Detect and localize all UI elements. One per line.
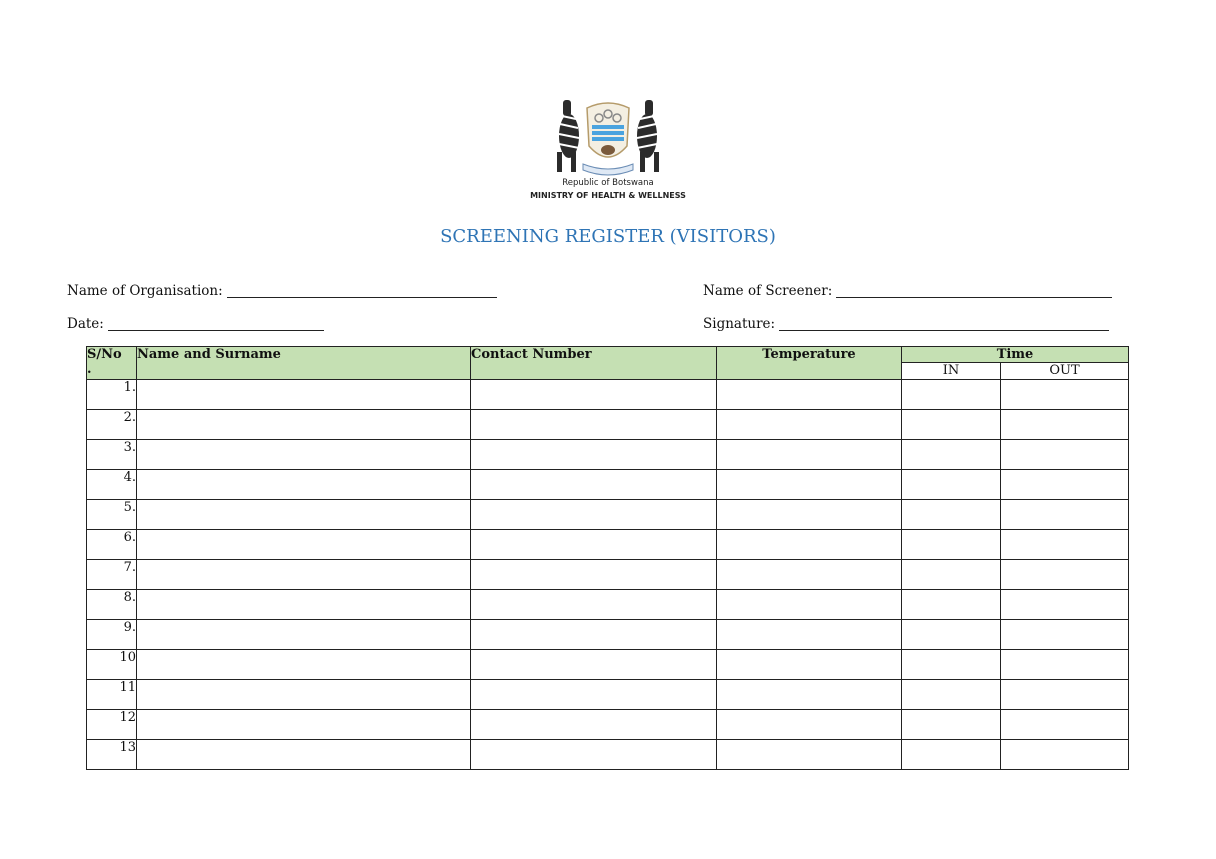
contact-cell[interactable] — [471, 410, 717, 440]
col-header-sno-dot: . — [87, 362, 92, 377]
contact-cell[interactable] — [471, 680, 717, 710]
temperature-cell[interactable] — [717, 470, 902, 500]
table-row — [87, 380, 1129, 410]
name-cell[interactable] — [137, 710, 471, 740]
table-row — [87, 530, 1129, 560]
table-row — [87, 710, 1129, 740]
name-cell[interactable] — [137, 590, 471, 620]
name-cell[interactable] — [137, 680, 471, 710]
table-row — [87, 680, 1129, 710]
coat-of-arms-icon — [547, 94, 669, 178]
contact-cell[interactable] — [471, 740, 717, 770]
temperature-cell[interactable] — [717, 680, 902, 710]
name-cell[interactable] — [137, 620, 471, 650]
row-number: 11 — [87, 680, 137, 710]
logo-country-text: Republic of Botswana — [562, 178, 654, 188]
row-number: 12 — [87, 710, 137, 740]
time-in-cell[interactable] — [902, 440, 1001, 470]
table-row — [87, 620, 1129, 650]
table-row — [87, 740, 1129, 770]
screener-blank-line[interactable] — [836, 283, 1112, 298]
date-label: Date: — [67, 316, 104, 332]
temperature-cell[interactable] — [717, 380, 902, 410]
ministry-logo — [525, 94, 691, 206]
table-row — [87, 440, 1129, 470]
row-number: 9. — [87, 620, 137, 650]
time-in-cell[interactable] — [902, 410, 1001, 440]
time-out-cell[interactable] — [1001, 740, 1129, 770]
temperature-cell[interactable] — [717, 710, 902, 740]
temperature-cell[interactable] — [717, 410, 902, 440]
screening-register-table — [86, 346, 1129, 770]
temperature-cell[interactable] — [717, 590, 902, 620]
time-in-cell[interactable] — [902, 590, 1001, 620]
screener-field — [703, 283, 1112, 299]
row-number: 13 — [87, 740, 137, 770]
row-number: 7. — [87, 560, 137, 590]
temperature-cell[interactable] — [717, 440, 902, 470]
contact-cell[interactable] — [471, 380, 717, 410]
contact-cell[interactable] — [471, 530, 717, 560]
contact-cell[interactable] — [471, 500, 717, 530]
col-header-time: Time — [902, 347, 1129, 363]
col-header-time-in: IN — [902, 363, 1001, 380]
register-body — [87, 380, 1129, 770]
time-out-cell[interactable] — [1001, 620, 1129, 650]
time-out-cell[interactable] — [1001, 530, 1129, 560]
time-out-cell[interactable] — [1001, 680, 1129, 710]
col-header-sno-label: S/No — [87, 347, 122, 362]
time-out-cell[interactable] — [1001, 560, 1129, 590]
time-out-cell[interactable] — [1001, 710, 1129, 740]
time-out-cell[interactable] — [1001, 590, 1129, 620]
time-in-cell[interactable] — [902, 740, 1001, 770]
table-row — [87, 500, 1129, 530]
name-cell[interactable] — [137, 650, 471, 680]
contact-cell[interactable] — [471, 710, 717, 740]
signature-field — [703, 316, 1109, 332]
row-number: 2. — [87, 410, 137, 440]
contact-cell[interactable] — [471, 470, 717, 500]
time-out-cell[interactable] — [1001, 410, 1129, 440]
date-field — [67, 316, 324, 332]
name-cell[interactable] — [137, 470, 471, 500]
time-in-cell[interactable] — [902, 710, 1001, 740]
contact-cell[interactable] — [471, 650, 717, 680]
contact-cell[interactable] — [471, 440, 717, 470]
logo-ministry-text: MINISTRY OF HEALTH & WELLNESS — [530, 191, 686, 200]
contact-cell[interactable] — [471, 560, 717, 590]
name-cell[interactable] — [137, 530, 471, 560]
header-row — [87, 347, 1129, 363]
table-row — [87, 410, 1129, 440]
time-in-cell[interactable] — [902, 530, 1001, 560]
table-row — [87, 560, 1129, 590]
name-cell[interactable] — [137, 440, 471, 470]
time-in-cell[interactable] — [902, 380, 1001, 410]
temperature-cell[interactable] — [717, 530, 902, 560]
time-in-cell[interactable] — [902, 680, 1001, 710]
date-blank-line[interactable] — [108, 316, 324, 331]
row-number: 4. — [87, 470, 137, 500]
row-number: 6. — [87, 530, 137, 560]
table-row — [87, 590, 1129, 620]
document-title: SCREENING REGISTER (VISITORS) — [440, 226, 776, 247]
table-row — [87, 470, 1129, 500]
col-header-temperature: Temperature — [717, 347, 902, 380]
row-number: 3. — [87, 440, 137, 470]
name-cell[interactable] — [137, 380, 471, 410]
name-cell[interactable] — [137, 410, 471, 440]
temperature-cell[interactable] — [717, 650, 902, 680]
col-header-sno — [87, 347, 137, 380]
time-out-cell[interactable] — [1001, 380, 1129, 410]
name-cell[interactable] — [137, 560, 471, 590]
time-in-cell[interactable] — [902, 500, 1001, 530]
temperature-cell[interactable] — [717, 500, 902, 530]
temperature-cell[interactable] — [717, 740, 902, 770]
name-cell[interactable] — [137, 740, 471, 770]
time-out-cell[interactable] — [1001, 500, 1129, 530]
time-out-cell[interactable] — [1001, 650, 1129, 680]
name-cell[interactable] — [137, 500, 471, 530]
organisation-field — [67, 283, 497, 299]
row-number: 1. — [87, 380, 137, 410]
col-header-time-out: OUT — [1001, 363, 1129, 380]
time-in-cell[interactable] — [902, 560, 1001, 590]
temperature-cell[interactable] — [717, 560, 902, 590]
col-header-name: Name and Surname — [137, 347, 471, 380]
temperature-cell[interactable] — [717, 620, 902, 650]
contact-cell[interactable] — [471, 620, 717, 650]
time-out-cell[interactable] — [1001, 470, 1129, 500]
col-header-contact: Contact Number — [471, 347, 717, 380]
contact-cell[interactable] — [471, 590, 717, 620]
organisation-blank-line[interactable] — [227, 283, 497, 298]
signature-label: Signature: — [703, 316, 776, 332]
screener-label: Name of Screener: — [703, 283, 833, 299]
signature-blank-line[interactable] — [779, 316, 1109, 331]
row-number: 8. — [87, 590, 137, 620]
row-number: 5. — [87, 500, 137, 530]
time-in-cell[interactable] — [902, 470, 1001, 500]
row-number: 10 — [87, 650, 137, 680]
table-row — [87, 650, 1129, 680]
time-in-cell[interactable] — [902, 620, 1001, 650]
organisation-label: Name of Organisation: — [67, 283, 223, 299]
time-out-cell[interactable] — [1001, 440, 1129, 470]
time-in-cell[interactable] — [902, 650, 1001, 680]
